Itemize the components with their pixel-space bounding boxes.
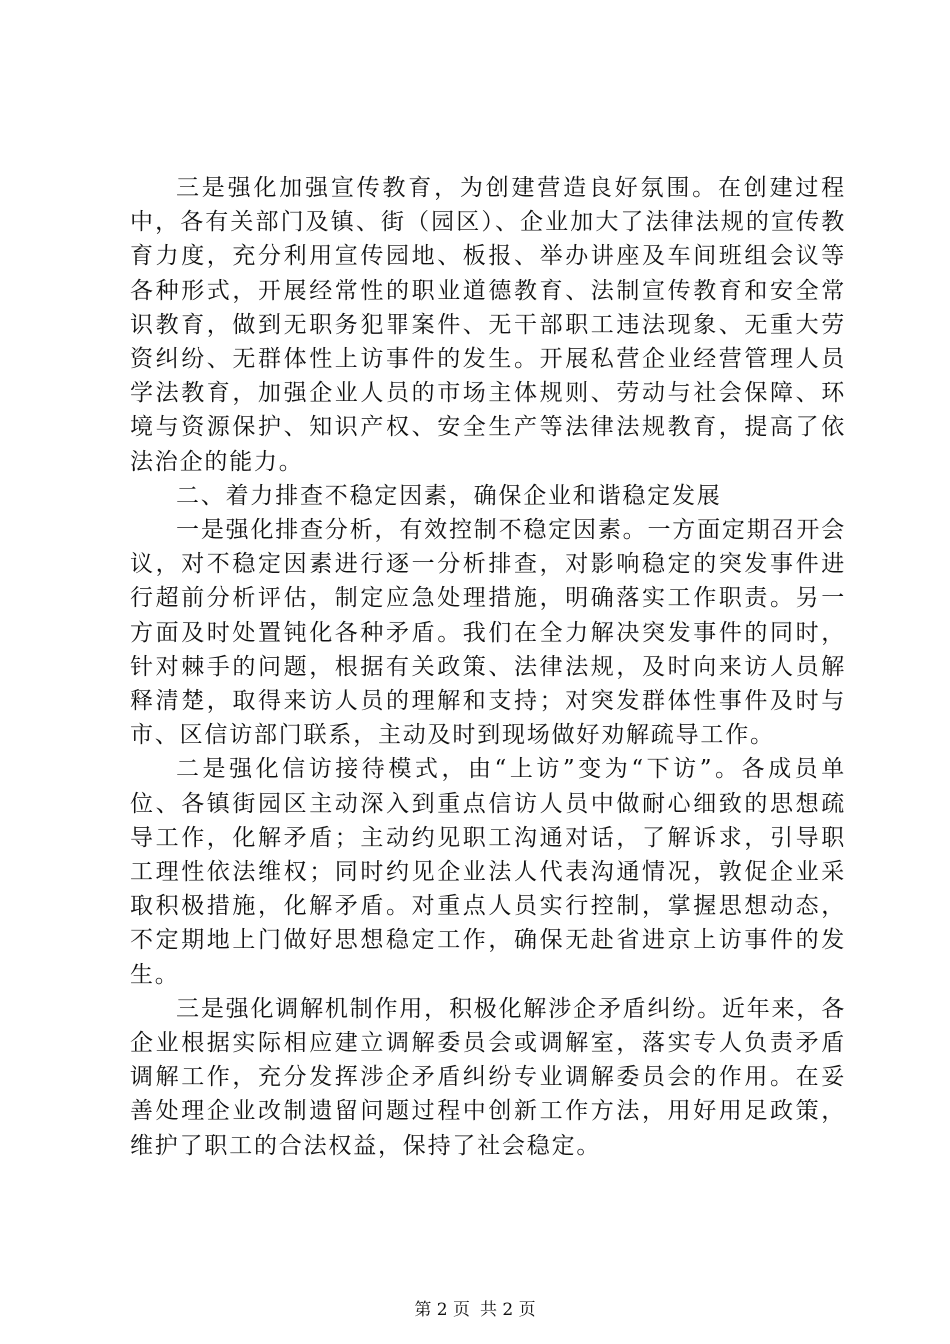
paragraph-mediation-mechanism: 三是强化调解机制作用，积极化解涉企矛盾纠纷。近年来，各企业根据实际相应建立调解委员会或调解室，落实专人负责矛盾调解工作，充分发挥涉企矛盾纠纷专业调解委员会的作用。在妥善处理企业改制遗留问题过程中创新工作方法，用好用足政策，维护了职工的合法权益，保持了社会稳定。: [130, 995, 846, 1159]
paragraph-investigation-analysis: 一是强化排查分析，有效控制不稳定因素。一方面定期召开会议，对不稳定因素进行逐一分析排查，对影响稳定的突发事件进行超前分析评估，制定应急处理措施，明确落实工作职责。另一方面及时处置钝化各种矛盾。我们在全力解决突发事件的同时，针对棘手的问题，根据有关政策、法律法规，及时向来访人员解释清楚，取得来访人员的理解和支持；对突发群体性事件及时与市、区信访部门联系，主动及时到现场做好劝解疏导工作。: [130, 517, 846, 749]
page-number: 第 2 页: [414, 1300, 470, 1320]
page-footer: [0, 1299, 950, 1321]
paragraph-publicity-education: 三是强化加强宣传教育，为创建营造良好氛围。在创建过程中，各有关部门及镇、街（园区）、企业加大了法律法规的宣传教育力度，充分利用宣传园地、板报、举办讲座及车间班组会议等各种形式，开展经常性的职业道德教育、法制宣传教育和安全常识教育，做到无职务犯罪案件、无干部职工违法现象、无重大劳资纠纷、无群体性上访事件的发生。开展私营企业经营管理人员学法教育，加强企业人员的市场主体规则、劳动与社会保障、环境与资源保护、知识产权、安全生产等法律法规教育，提高了依法治企的能力。: [130, 175, 846, 475]
paragraph-petition-reception: 二是强化信访接待模式，由“上访”变为“下访”。各成员单位、各镇街园区主动深入到重点信访人员中做耐心细致的思想疏导工作，化解矛盾；主动约见职工沟通对话，了解诉求，引导职工理性依法维权；同时约见企业法人代表沟通情况，敦促企业采取积极措施，化解矛盾。对重点人员实行控制，掌握思想动态，不定期地上门做好思想稳定工作，确保无赴省进京上访事件的发生。: [130, 756, 846, 988]
section-heading-instability: 二、着力排查不稳定因素，确保企业和谐稳定发展: [176, 482, 722, 509]
page-total: 共 2 页: [480, 1300, 536, 1320]
document-body: [130, 171, 846, 1163]
